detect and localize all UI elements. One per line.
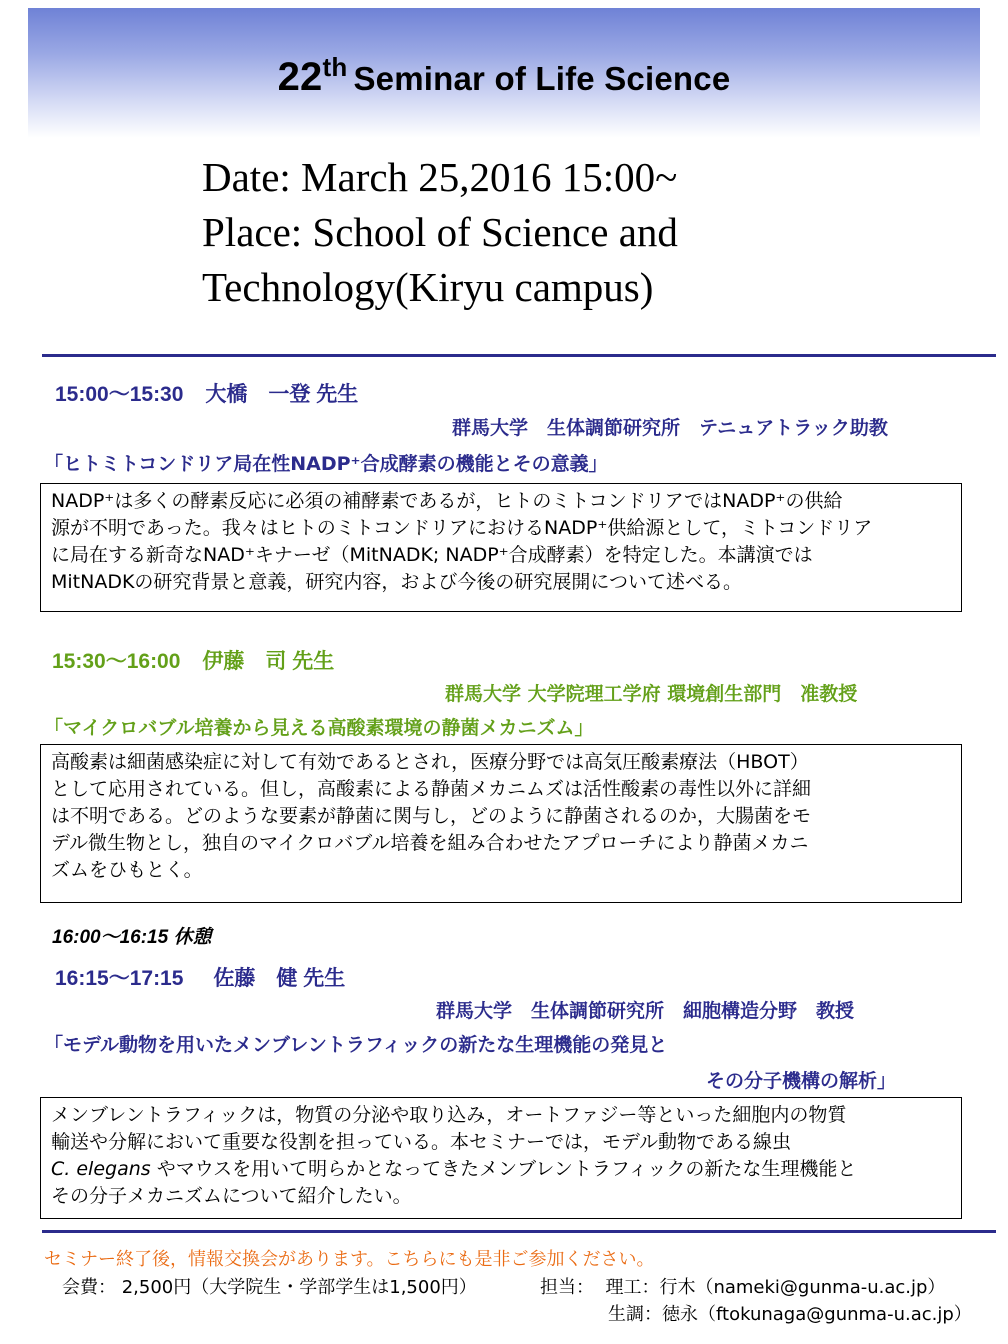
title-ordinal-suffix: th bbox=[322, 52, 348, 82]
talk-3-affiliation: 群馬大学 生体調節研究所 細胞構造分野 教授 bbox=[436, 1000, 855, 1022]
contact-label: 担当： bbox=[540, 1277, 594, 1298]
abstract-line: その分子メカニズムについて紹介したい。 bbox=[51, 1185, 412, 1207]
talk-3-speaker: 佐藤 健 先生 bbox=[213, 967, 346, 990]
contact-1 bbox=[540, 1273, 945, 1299]
reception-notice: セミナー終了後，情報交換会があります。こちらにも是非ご参加ください。 bbox=[44, 1249, 655, 1270]
talk-2-title: 「マイクロバブル培養から見える高酸素環境の静菌メカニズム」 bbox=[44, 717, 594, 739]
talk-3-header bbox=[55, 962, 345, 992]
abstract-line: は不明である。どのような要素が静菌に関与し，どのように静菌されるのか，大腸菌をモ bbox=[51, 805, 812, 827]
talk-1-header bbox=[55, 378, 358, 408]
talk-1-abstract bbox=[40, 483, 962, 612]
break-time: 16:00～16:15 bbox=[52, 927, 169, 948]
abstract-line: C. elegans やマウスを用いて明らかとなってきたメンブレントラフィックの新たな生理機能と bbox=[51, 1158, 857, 1180]
title-text: Seminar of Life Science bbox=[353, 60, 731, 97]
abstract-line: メンブレントラフィックは，物質の分泌や取り込み，オートファジー等といった細胞内の物質 bbox=[51, 1104, 847, 1126]
talk-2-time: 15:30～16:00 bbox=[52, 650, 181, 673]
talk-1-speaker: 大橋 一登 先生 bbox=[205, 383, 359, 406]
contact-2: 生調：徳永（ftokunaga@gunma-u.ac.jp） bbox=[608, 1304, 972, 1325]
abstract-line: ズムをひもとく。 bbox=[51, 859, 203, 881]
place-line-2: Technology(Kiryu campus) bbox=[202, 264, 654, 310]
fee-info: 会費： 2,500円（大学院生・学部学生は1,500円） bbox=[62, 1277, 477, 1298]
talk-3-title-line-1: 「モデル動物を用いたメンブレントラフィックの新たな生理機能の発見と bbox=[44, 1034, 668, 1056]
talk-2-speaker: 伊藤 司 先生 bbox=[202, 650, 335, 673]
abstract-line: NADP⁺は多くの酵素反応に必須の補酵素であるが，ヒトのミトコンドリアではNADP⁺の供給 bbox=[51, 490, 843, 512]
talk-3-time: 16:15～17:15 bbox=[55, 967, 184, 990]
abstract-line: 輸送や分解において重要な役割を担っている。本セミナーでは，モデル動物である線虫 bbox=[51, 1131, 792, 1153]
talk-3-title-line-2: その分子機構の解析」 bbox=[706, 1070, 897, 1092]
break-slot bbox=[52, 922, 212, 949]
date-line: Date: March 25,2016 15:00~ bbox=[202, 154, 678, 200]
talk-1-time: 15:00～15:30 bbox=[55, 383, 184, 406]
talk-2-affiliation: 群馬大学 大学院理工学府 環境創生部門 准教授 bbox=[445, 683, 858, 705]
talk-2-header bbox=[52, 645, 334, 675]
contact-science: 理工：行木（nameki@gunma-u.ac.jp） bbox=[605, 1277, 946, 1298]
abstract-line: MitNADKの研究背景と意義，研究内容，および今後の研究展開について述べる。 bbox=[51, 571, 743, 593]
place-line-1: Place: School of Science and bbox=[202, 209, 678, 255]
event-info bbox=[202, 150, 822, 315]
talk-2-abstract bbox=[40, 744, 962, 903]
abstract-line: 源が不明であった。我々はヒトのミトコンドリアにおけるNADP⁺供給源として，ミトコンドリア bbox=[51, 517, 873, 539]
break-label: 休憩 bbox=[173, 927, 212, 948]
title-number: 22 bbox=[277, 55, 323, 99]
abstract-line: 高酸素は細菌感染症に対して有効であるとされ，医療分野では高気圧酸素療法（HBOT） bbox=[51, 751, 809, 773]
talk-1-affiliation: 群馬大学 生体調節研究所 テニュアトラック助教 bbox=[452, 417, 888, 439]
species-name: C. elegans bbox=[51, 1158, 151, 1180]
seminar-title bbox=[0, 52, 1008, 100]
bottom-divider bbox=[42, 1230, 996, 1233]
talk-3-abstract bbox=[40, 1097, 962, 1219]
abstract-line: デル微生物とし，独自のマイクロバブル培養を組み合わせたアプローチにより静菌メカニ bbox=[51, 832, 809, 854]
abstract-line: に局在する新奇なNAD⁺キナーゼ（MitNADK; NADP⁺合成酵素）を特定した。本講演では bbox=[51, 544, 813, 566]
top-divider bbox=[42, 354, 996, 357]
talk-1-title: 「ヒトミトコンドリア局在性NADP⁺合成酵素の機能とその意義」 bbox=[44, 453, 608, 475]
abstract-line: として応用されている。但し，高酸素による静菌メカニムズは活性酸素の毒性以外に詳細 bbox=[51, 778, 812, 800]
